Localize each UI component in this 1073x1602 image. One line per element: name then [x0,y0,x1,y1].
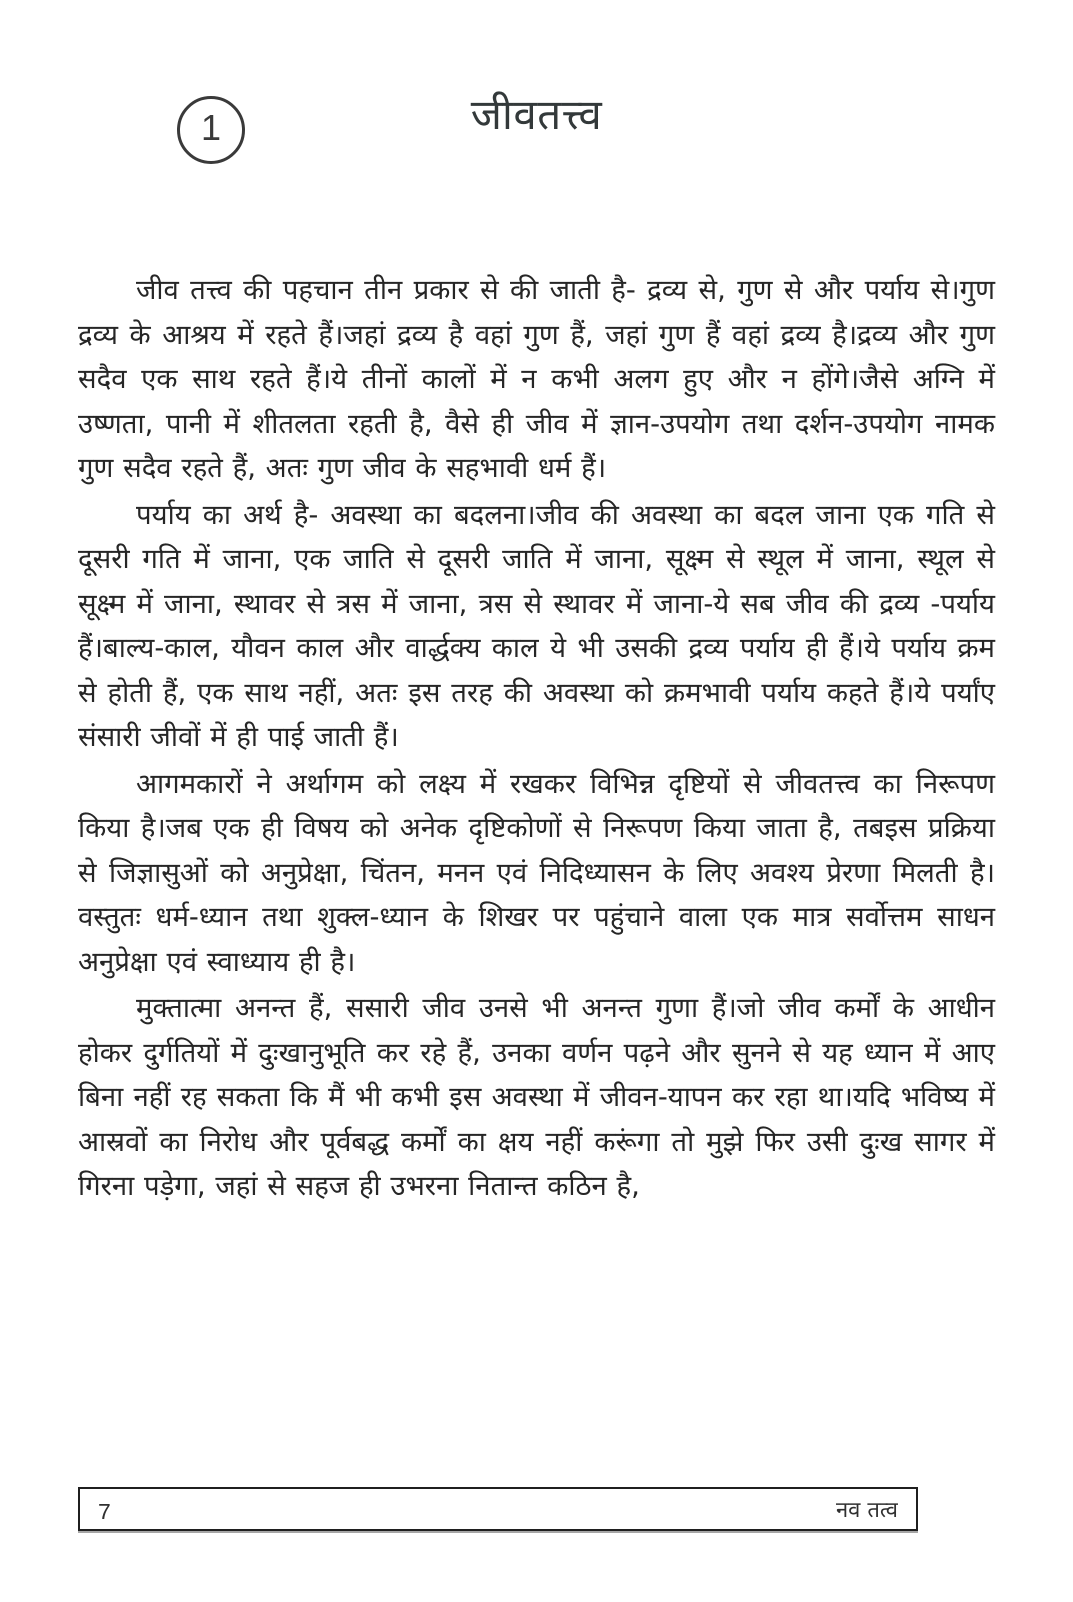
footer-page-number: 7 [98,1499,112,1519]
body-text [78,268,995,1209]
paragraph-2: पर्याय का अर्थ है- अवस्था का बदलना।जीव की अवस्था का बदल जाना एक गति से दूसरी गति में जाना, एक जाति से दूसरी जाति में जाना, सूक्ष्म से स्थूल में जाना, स्थूल से सूक्ष्म में जाना, स्थावर से त्रस में जाना, त्रस से स्थावर में जाना-ये सब जीव की द्रव्य -पर्याय हैं।बाल्य-काल, यौवन काल और वार्द्धक्य काल ये भी उसकी द्रव्य पर्याय ही हैं।ये पर्याय क्रम से होती हैं, एक साथ नहीं, अतः इस तरह की अवस्था को क्रमभावी पर्याय कहते हैं।ये पर्यांए संसारी जीवों में ही पाई जाती हैं। [78,498,995,753]
footer-book-title: नव तत्व [835,1498,898,1521]
chapter-number-label: 1 [200,107,222,148]
page-title: जीवतत्त्व [470,90,603,139]
paragraph-4: मुक्तात्मा अनन्त हैं, ससारी जीव उनसे भी अनन्त गुणा हैं।जो जीव कर्मों के आधीन होकर दुर्गतियों में दुःखानुभूति कर रहे हैं, उनका वर्णन पढ़ने और सुनने से यह ध्यान में आए बिना नहीं रह सकता कि मैं भी कभी इस अवस्था में जीवन-यापन कर रहा था।यदि भविष्य में आस्रवों का निरोध और पूर्वबद्ध कर्मों का क्षय नहीं करूंगा तो मुझे फिर उसी दुःख सागर में गिरना पड़ेगा, जहां से सहज ही उभरना नितान्त कठिन है, [78,992,995,1202]
paragraph-3: आगमकारों ने अर्थागम को लक्ष्य में रखकर विभिन्न दृष्टियों से जीवतत्त्व का निरूपण किया है।जब एक ही विषय को अनेक दृष्टिकोणों से निरूपण किया जाता है, तबइस प्रक्रिया से जिज्ञासुओं को अनुप्रेक्षा, चिंतन, मनन एवं निदिध्यासन के लिए अवश्य प्रेरणा मिलती है। वस्तुतः धर्म-ध्यान तथा शुक्ल-ध्यान के शिखर पर पहुंचाने वाला एक मात्र सर्वोत्तम साधन अनुप्रेक्षा एवं स्वाध्याय ही है। [78,767,995,978]
paragraph-1: जीव तत्त्व की पहचान तीन प्रकार से की जाती है- द्रव्य से, गुण से और पर्याय से।गुण द्रव्य के आश्रय में रहते हैं।जहां द्रव्य है वहां गुण हैं, जहां गुण हैं वहां द्रव्य है।द्रव्य और गुण सदैव एक साथ रहते हैं।ये तीनों कालों में न कभी अलग हुए और न होंगे।जैसे अग्नि में उष्णता, पानी में शीतलता रहती है, वैसे ही जीव में ज्ञान-उपयोग तथा दर्शन-उपयोग नामक गुण सदैव रहते हैं, अतः गुण जीव के सहभावी धर्म हैं। [78,274,995,484]
page-header [0,88,1073,188]
page-footer [78,1487,918,1531]
